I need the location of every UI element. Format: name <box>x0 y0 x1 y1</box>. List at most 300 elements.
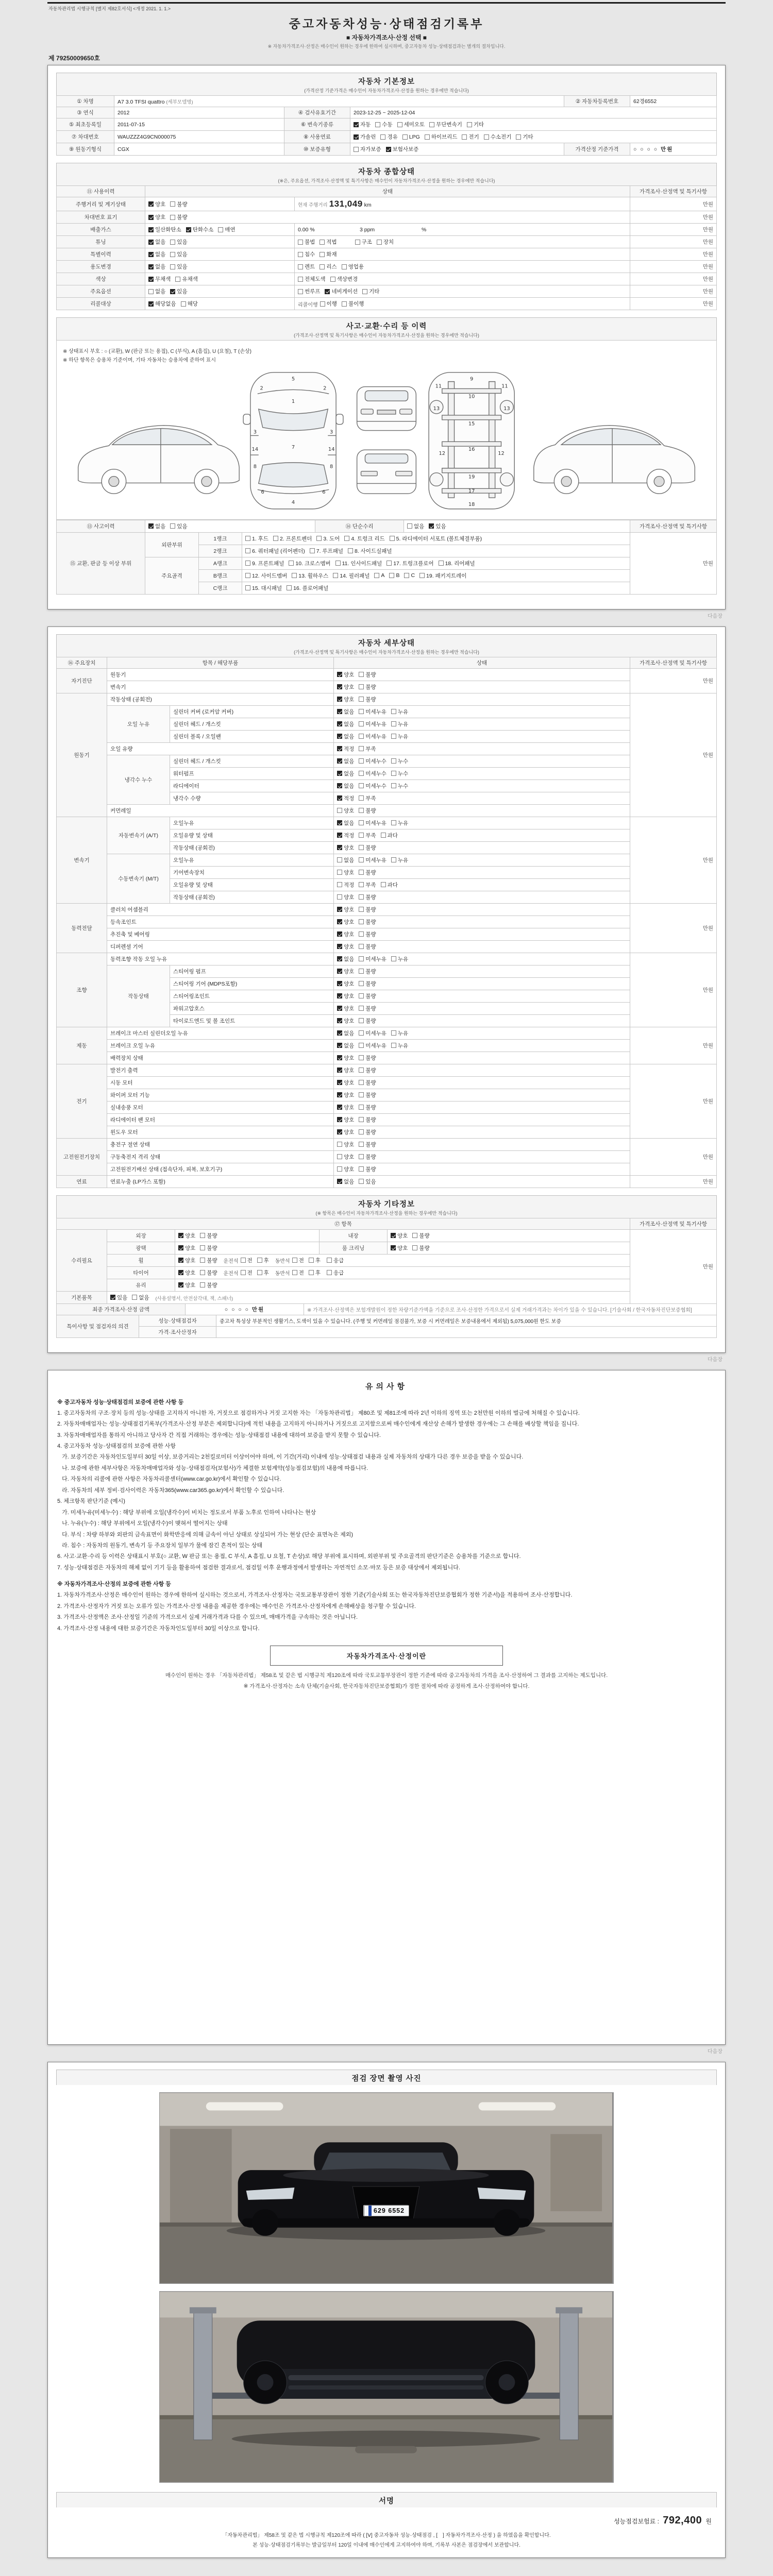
checkbox-option[interactable] <box>337 745 354 753</box>
checkbox[interactable] <box>359 907 364 912</box>
checkbox[interactable] <box>374 573 379 578</box>
checkbox-option[interactable] <box>200 1281 217 1289</box>
checkbox-option[interactable] <box>257 1269 269 1277</box>
checkbox[interactable] <box>298 264 303 269</box>
checkbox-option[interactable] <box>359 832 376 839</box>
checkbox[interactable] <box>337 1030 342 1036</box>
checkbox-option[interactable] <box>359 708 386 716</box>
checkbox[interactable] <box>337 758 342 764</box>
checkbox-option[interactable] <box>359 1054 376 1062</box>
checkbox-option[interactable] <box>359 1066 376 1074</box>
checkbox-option[interactable] <box>342 300 364 308</box>
checkbox[interactable] <box>462 134 467 140</box>
checkbox-option[interactable] <box>175 275 197 283</box>
checkbox[interactable] <box>178 1282 183 1287</box>
checkbox[interactable] <box>289 561 294 566</box>
checkbox-option[interactable] <box>330 275 358 283</box>
checkbox-option[interactable] <box>359 844 376 852</box>
checkbox[interactable] <box>170 201 175 207</box>
checkbox[interactable] <box>337 956 342 961</box>
checkbox[interactable] <box>330 277 335 282</box>
checkbox[interactable] <box>148 240 154 245</box>
checkbox[interactable] <box>257 1270 262 1275</box>
checkbox[interactable] <box>359 1067 364 1073</box>
checkbox-option[interactable] <box>337 856 354 864</box>
checkbox-option[interactable] <box>245 572 287 580</box>
checkbox-option[interactable] <box>337 869 354 876</box>
checkbox-option[interactable] <box>391 819 408 827</box>
checkbox-option[interactable] <box>325 287 358 295</box>
checkbox-option[interactable] <box>359 794 376 802</box>
checkbox[interactable] <box>337 857 342 862</box>
checkbox[interactable] <box>391 721 396 726</box>
checkbox[interactable] <box>148 215 154 220</box>
checkbox-option[interactable] <box>439 560 475 567</box>
checkbox[interactable] <box>337 1166 342 1172</box>
checkbox-option[interactable] <box>359 819 386 827</box>
checkbox[interactable] <box>310 548 315 553</box>
checkbox[interactable] <box>298 240 303 245</box>
checkbox-option[interactable] <box>337 807 354 815</box>
checkbox[interactable] <box>218 227 223 232</box>
checkbox-option[interactable] <box>397 121 425 128</box>
checkbox-option[interactable] <box>407 522 424 530</box>
checkbox-option[interactable] <box>380 133 397 141</box>
checkbox[interactable] <box>359 944 364 949</box>
checkbox-option[interactable] <box>359 807 376 815</box>
checkbox-option[interactable] <box>309 1257 321 1264</box>
checkbox[interactable] <box>292 1270 297 1275</box>
checkbox[interactable] <box>178 1245 183 1250</box>
checkbox-option[interactable] <box>337 1042 354 1049</box>
checkbox-option[interactable] <box>516 133 533 141</box>
checkbox[interactable] <box>354 122 359 127</box>
checkbox-option[interactable] <box>391 733 408 740</box>
checkbox-option[interactable] <box>354 133 376 141</box>
checkbox-option[interactable] <box>391 955 408 963</box>
checkbox[interactable] <box>391 771 396 776</box>
checkbox-option[interactable] <box>402 134 420 140</box>
checkbox-option[interactable] <box>337 1178 354 1185</box>
checkbox-option[interactable] <box>359 1116 376 1124</box>
checkbox-option[interactable] <box>148 522 165 530</box>
checkbox[interactable] <box>390 536 395 541</box>
checkbox[interactable] <box>148 227 154 232</box>
checkbox-option[interactable] <box>337 893 354 901</box>
checkbox-option[interactable] <box>320 250 337 258</box>
checkbox[interactable] <box>337 833 342 838</box>
checkbox[interactable] <box>170 240 175 245</box>
checkbox[interactable] <box>391 783 396 788</box>
checkbox-option[interactable] <box>170 263 187 270</box>
checkbox-option[interactable] <box>359 720 386 728</box>
checkbox[interactable] <box>337 944 342 949</box>
checkbox[interactable] <box>359 1018 364 1023</box>
checkbox[interactable] <box>391 1030 396 1036</box>
checkbox-option[interactable] <box>337 794 354 802</box>
checkbox[interactable] <box>359 956 364 961</box>
checkbox-option[interactable] <box>289 560 330 567</box>
checkbox[interactable] <box>245 585 250 590</box>
checkbox-option[interactable] <box>200 1232 217 1240</box>
checkbox[interactable] <box>148 252 154 257</box>
checkbox[interactable] <box>170 252 175 257</box>
checkbox[interactable] <box>309 1270 314 1275</box>
checkbox-option[interactable] <box>391 757 408 765</box>
checkbox[interactable] <box>359 919 364 924</box>
checkbox[interactable] <box>320 264 325 269</box>
checkbox-option[interactable] <box>337 980 354 988</box>
checkbox[interactable] <box>200 1233 205 1238</box>
checkbox-option[interactable] <box>359 1091 376 1099</box>
checkbox[interactable] <box>320 252 325 257</box>
checkbox[interactable] <box>407 523 412 529</box>
checkbox-option[interactable] <box>359 1017 376 1025</box>
checkbox-option[interactable] <box>386 560 433 567</box>
checkbox-option[interactable] <box>200 1257 217 1264</box>
checkbox[interactable] <box>337 1154 342 1159</box>
checkbox[interactable] <box>359 1092 364 1097</box>
checkbox[interactable] <box>359 808 364 813</box>
checkbox[interactable] <box>359 1117 364 1122</box>
checkbox-option[interactable] <box>200 1269 217 1277</box>
checkbox[interactable] <box>429 523 434 529</box>
checkbox[interactable] <box>200 1270 205 1275</box>
checkbox[interactable] <box>354 134 359 140</box>
checkbox[interactable] <box>292 1258 297 1263</box>
checkbox[interactable] <box>359 1006 364 1011</box>
checkbox[interactable] <box>359 894 364 900</box>
checkbox-option[interactable] <box>337 733 354 740</box>
checkbox[interactable] <box>337 1142 342 1147</box>
checkbox-option[interactable] <box>359 1153 376 1161</box>
checkbox-option[interactable] <box>391 782 408 790</box>
checkbox-option[interactable] <box>337 720 354 728</box>
checkbox[interactable] <box>245 536 250 541</box>
checkbox[interactable] <box>391 709 396 714</box>
checkbox-option[interactable] <box>359 1042 386 1049</box>
checkbox-option[interactable] <box>292 1269 304 1277</box>
checkbox-option[interactable] <box>241 1257 253 1264</box>
checkbox-option[interactable] <box>148 250 165 258</box>
checkbox[interactable] <box>337 820 342 825</box>
checkbox-option[interactable] <box>309 1269 321 1277</box>
checkbox[interactable] <box>327 1270 332 1275</box>
checkbox[interactable] <box>386 561 392 566</box>
checkbox[interactable] <box>292 573 297 578</box>
checkbox[interactable] <box>178 1270 183 1275</box>
checkbox[interactable] <box>337 746 342 751</box>
checkbox-option[interactable] <box>245 560 284 567</box>
checkbox[interactable] <box>337 709 342 714</box>
checkbox-option[interactable] <box>292 572 328 580</box>
checkbox[interactable] <box>148 523 154 529</box>
checkbox[interactable] <box>320 240 325 245</box>
checkbox-option[interactable] <box>391 1232 408 1240</box>
checkbox-option[interactable] <box>381 881 398 889</box>
checkbox-option[interactable] <box>359 856 386 864</box>
checkbox[interactable] <box>298 289 303 294</box>
checkbox[interactable] <box>337 1117 342 1122</box>
checkbox[interactable] <box>359 845 364 850</box>
checkbox-option[interactable] <box>337 1079 354 1087</box>
checkbox[interactable] <box>362 289 367 294</box>
checkbox[interactable] <box>402 134 408 140</box>
checkbox[interactable] <box>245 548 250 553</box>
checkbox-option[interactable] <box>404 572 415 579</box>
checkbox[interactable] <box>337 1129 342 1134</box>
checkbox-option[interactable] <box>359 943 376 951</box>
checkbox[interactable] <box>337 1006 342 1011</box>
checkbox-option[interactable] <box>337 1165 354 1173</box>
checkbox-option[interactable] <box>337 1153 354 1161</box>
checkbox-option[interactable] <box>337 930 354 938</box>
checkbox[interactable] <box>298 277 303 282</box>
checkbox[interactable] <box>320 301 325 307</box>
checkbox-option[interactable] <box>186 226 214 233</box>
checkbox-option[interactable] <box>359 893 376 901</box>
checkbox-option[interactable] <box>335 560 382 567</box>
checkbox[interactable] <box>359 969 364 974</box>
checkbox[interactable] <box>178 1258 183 1263</box>
checkbox-option[interactable] <box>337 918 354 926</box>
checkbox-option[interactable] <box>359 918 376 926</box>
checkbox[interactable] <box>359 857 364 862</box>
checkbox-option[interactable] <box>337 1128 354 1136</box>
checkbox[interactable] <box>337 795 342 801</box>
checkbox-option[interactable] <box>273 535 312 543</box>
checkbox[interactable] <box>412 1233 417 1238</box>
checkbox-option[interactable] <box>337 696 354 703</box>
checkbox[interactable] <box>359 795 364 801</box>
checkbox-option[interactable] <box>298 250 315 258</box>
checkbox[interactable] <box>391 1245 396 1250</box>
checkbox[interactable] <box>359 870 364 875</box>
checkbox-option[interactable] <box>320 263 337 270</box>
checkbox[interactable] <box>200 1245 205 1250</box>
checkbox-option[interactable] <box>327 1257 344 1264</box>
checkbox-option[interactable] <box>257 1257 269 1264</box>
checkbox-option[interactable] <box>181 300 198 308</box>
checkbox-option[interactable] <box>327 1269 344 1277</box>
checkbox[interactable] <box>359 758 364 764</box>
checkbox[interactable] <box>391 1233 396 1238</box>
checkbox-option[interactable] <box>320 300 337 308</box>
checkbox-option[interactable] <box>337 1005 354 1012</box>
checkbox[interactable] <box>359 1080 364 1085</box>
checkbox[interactable] <box>375 122 380 127</box>
checkbox-option[interactable] <box>178 1232 195 1240</box>
checkbox[interactable] <box>391 758 396 764</box>
checkbox[interactable] <box>377 240 382 245</box>
checkbox[interactable] <box>391 1043 396 1048</box>
checkbox[interactable] <box>245 561 250 566</box>
checkbox-option[interactable] <box>337 881 354 889</box>
checkbox-option[interactable] <box>132 1294 149 1301</box>
checkbox-option[interactable] <box>344 535 384 543</box>
checkbox[interactable] <box>359 721 364 726</box>
checkbox[interactable] <box>181 301 186 307</box>
checkbox[interactable] <box>337 969 342 974</box>
checkbox-option[interactable] <box>178 1244 195 1252</box>
checkbox[interactable] <box>337 734 342 739</box>
checkbox[interactable] <box>380 134 385 140</box>
checkbox[interactable] <box>186 227 191 232</box>
checkbox-option[interactable] <box>359 1104 376 1111</box>
checkbox[interactable] <box>325 289 330 294</box>
checkbox-option[interactable] <box>148 200 165 208</box>
checkbox-option[interactable] <box>337 770 354 777</box>
checkbox-option[interactable] <box>337 943 354 951</box>
checkbox[interactable] <box>429 122 434 127</box>
checkbox[interactable] <box>337 931 342 937</box>
checkbox-option[interactable] <box>337 1017 354 1025</box>
checkbox[interactable] <box>359 1030 364 1036</box>
checkbox[interactable] <box>148 201 154 207</box>
checkbox[interactable] <box>337 721 342 726</box>
checkbox[interactable] <box>359 734 364 739</box>
checkbox[interactable] <box>337 1092 342 1097</box>
checkbox-option[interactable] <box>359 1079 376 1087</box>
checkbox[interactable] <box>484 134 489 140</box>
checkbox[interactable] <box>170 264 175 269</box>
checkbox[interactable] <box>200 1282 205 1287</box>
checkbox[interactable] <box>273 536 278 541</box>
checkbox-option[interactable] <box>337 968 354 975</box>
checkbox-option[interactable] <box>292 1257 304 1264</box>
checkbox-option[interactable] <box>342 263 364 270</box>
checkbox-option[interactable] <box>467 121 484 128</box>
checkbox-option[interactable] <box>429 522 446 530</box>
checkbox-option[interactable] <box>337 992 354 1000</box>
checkbox-option[interactable] <box>337 1104 354 1111</box>
checkbox[interactable] <box>359 1105 364 1110</box>
checkbox-option[interactable] <box>337 832 354 839</box>
checkbox-option[interactable] <box>390 535 482 543</box>
checkbox[interactable] <box>337 1043 342 1048</box>
checkbox[interactable] <box>148 301 154 307</box>
checkbox[interactable] <box>337 1018 342 1023</box>
checkbox[interactable] <box>175 277 180 282</box>
checkbox-option[interactable] <box>377 238 394 246</box>
checkbox[interactable] <box>337 845 342 850</box>
checkbox[interactable] <box>241 1258 246 1263</box>
checkbox[interactable] <box>337 907 342 912</box>
checkbox[interactable] <box>337 1067 342 1073</box>
checkbox-option[interactable] <box>337 1116 354 1124</box>
checkbox[interactable] <box>359 820 364 825</box>
checkbox-option[interactable] <box>359 930 376 938</box>
checkbox-option[interactable] <box>245 547 305 555</box>
checkbox[interactable] <box>178 1233 183 1238</box>
checkbox[interactable] <box>327 1258 332 1263</box>
checkbox[interactable] <box>412 1245 417 1250</box>
checkbox[interactable] <box>359 672 364 677</box>
checkbox-option[interactable] <box>170 287 187 295</box>
checkbox[interactable] <box>333 573 338 578</box>
checkbox-option[interactable] <box>359 1005 376 1012</box>
checkbox[interactable] <box>386 147 391 152</box>
checkbox[interactable] <box>389 573 394 578</box>
checkbox-option[interactable] <box>354 121 371 128</box>
checkbox-option[interactable] <box>337 1054 354 1062</box>
checkbox[interactable] <box>337 993 342 998</box>
checkbox-option[interactable] <box>359 1165 376 1173</box>
checkbox[interactable] <box>344 536 349 541</box>
checkbox-option[interactable] <box>389 572 399 579</box>
checkbox[interactable] <box>359 1166 364 1172</box>
checkbox-option[interactable] <box>148 300 176 308</box>
checkbox[interactable] <box>287 585 292 590</box>
checkbox[interactable] <box>337 1080 342 1085</box>
checkbox-option[interactable] <box>386 145 419 153</box>
checkbox[interactable] <box>170 523 175 529</box>
checkbox[interactable] <box>337 1105 342 1110</box>
checkbox[interactable] <box>170 215 175 220</box>
checkbox[interactable] <box>355 240 360 245</box>
checkbox-option[interactable] <box>337 1029 354 1037</box>
checkbox[interactable] <box>419 573 425 578</box>
checkbox[interactable] <box>359 771 364 776</box>
checkbox-option[interactable] <box>148 213 165 221</box>
checkbox-option[interactable] <box>110 1294 127 1301</box>
checkbox[interactable] <box>337 882 342 887</box>
checkbox[interactable] <box>348 548 353 553</box>
checkbox[interactable] <box>148 264 154 269</box>
checkbox[interactable] <box>359 1142 364 1147</box>
checkbox[interactable] <box>170 289 175 294</box>
checkbox[interactable] <box>391 956 396 961</box>
checkbox-option[interactable] <box>333 572 369 580</box>
checkbox-option[interactable] <box>462 133 479 141</box>
checkbox[interactable] <box>359 981 364 986</box>
checkbox[interactable] <box>337 684 342 689</box>
checkbox[interactable] <box>359 697 364 702</box>
checkbox[interactable] <box>391 820 396 825</box>
checkbox-option[interactable] <box>359 757 386 765</box>
checkbox-option[interactable] <box>310 547 343 555</box>
checkbox[interactable] <box>110 1295 115 1300</box>
checkbox[interactable] <box>337 870 342 875</box>
checkbox[interactable] <box>337 981 342 986</box>
checkbox[interactable] <box>148 277 154 282</box>
checkbox[interactable] <box>359 833 364 838</box>
checkbox[interactable] <box>359 993 364 998</box>
checkbox[interactable] <box>439 561 444 566</box>
checkbox-option[interactable] <box>359 906 376 913</box>
checkbox-option[interactable] <box>337 1091 354 1099</box>
checkbox[interactable] <box>359 931 364 937</box>
checkbox[interactable] <box>359 1179 364 1184</box>
checkbox[interactable] <box>337 894 342 900</box>
checkbox[interactable] <box>359 1154 364 1159</box>
checkbox-option[interactable] <box>298 263 315 270</box>
checkbox[interactable] <box>298 252 303 257</box>
checkbox[interactable] <box>354 147 359 152</box>
checkbox-option[interactable] <box>148 238 165 246</box>
checkbox-option[interactable] <box>170 213 187 221</box>
checkbox[interactable] <box>335 561 341 566</box>
checkbox[interactable] <box>359 746 364 751</box>
checkbox-option[interactable] <box>348 547 392 555</box>
checkbox[interactable] <box>359 1055 364 1060</box>
checkbox[interactable] <box>200 1258 205 1263</box>
checkbox-option[interactable] <box>170 522 187 530</box>
checkbox-option[interactable] <box>359 770 386 777</box>
checkbox[interactable] <box>359 1043 364 1048</box>
checkbox[interactable] <box>359 882 364 887</box>
checkbox-option[interactable] <box>484 133 512 141</box>
